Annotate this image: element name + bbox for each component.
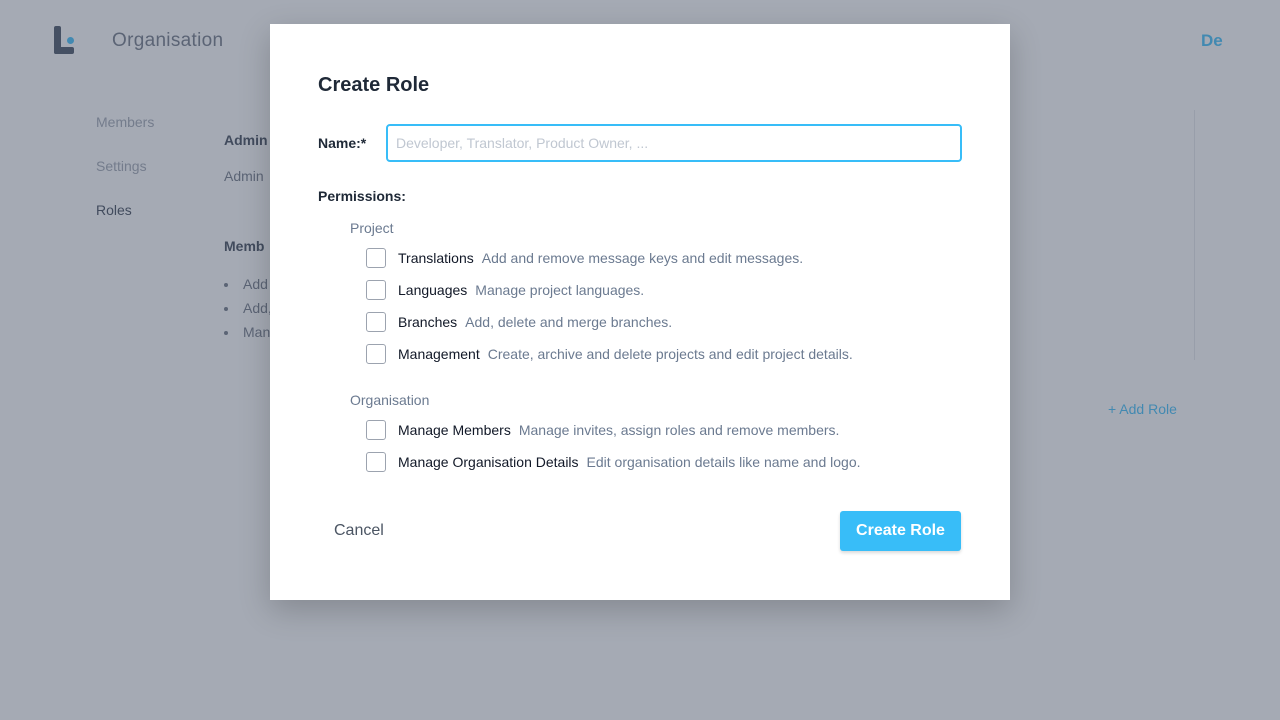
manage-organisation-details-checkbox[interactable] <box>366 452 386 472</box>
permission-group-project: Project <box>350 220 394 236</box>
permission-name: Manage Organisation Details <box>398 454 579 470</box>
manage-members-checkbox[interactable] <box>366 420 386 440</box>
permission-management[interactable] <box>366 344 853 364</box>
permission-languages[interactable] <box>366 280 644 300</box>
permission-name: Manage Members <box>398 422 511 438</box>
permission-branches[interactable] <box>366 312 672 332</box>
cancel-button[interactable]: Cancel <box>334 522 384 539</box>
permission-name: Languages <box>398 282 468 298</box>
permission-group-organisation: Organisation <box>350 392 430 408</box>
languages-checkbox[interactable] <box>366 280 386 300</box>
create-role-button[interactable]: Create Role <box>840 511 961 551</box>
permission-manage-organisation-details[interactable] <box>366 452 861 472</box>
permission-name: Management <box>398 346 480 362</box>
permission-name: Translations <box>398 250 474 266</box>
permission-translations[interactable] <box>366 248 803 268</box>
permission-description: Create, archive and delete projects and edit project details. <box>487 346 853 362</box>
permission-description: Add, delete and merge branches. <box>465 314 673 330</box>
translations-checkbox[interactable] <box>366 248 386 268</box>
permission-description: Add and remove message keys and edit messages. <box>481 250 804 266</box>
permission-name: Branches <box>398 314 458 330</box>
name-label: Name:* <box>318 135 367 151</box>
role-name-input[interactable] <box>386 124 962 162</box>
permission-manage-members[interactable] <box>366 420 839 440</box>
permissions-label: Permissions: <box>318 188 406 204</box>
dialog-title: Create Role <box>318 74 430 96</box>
permission-description: Edit organisation details like name and logo. <box>586 454 861 470</box>
create-role-dialog <box>270 24 1010 600</box>
permission-description: Manage project languages. <box>475 282 645 298</box>
permission-description: Manage invites, assign roles and remove members. <box>518 422 840 438</box>
management-checkbox[interactable] <box>366 344 386 364</box>
branches-checkbox[interactable] <box>366 312 386 332</box>
